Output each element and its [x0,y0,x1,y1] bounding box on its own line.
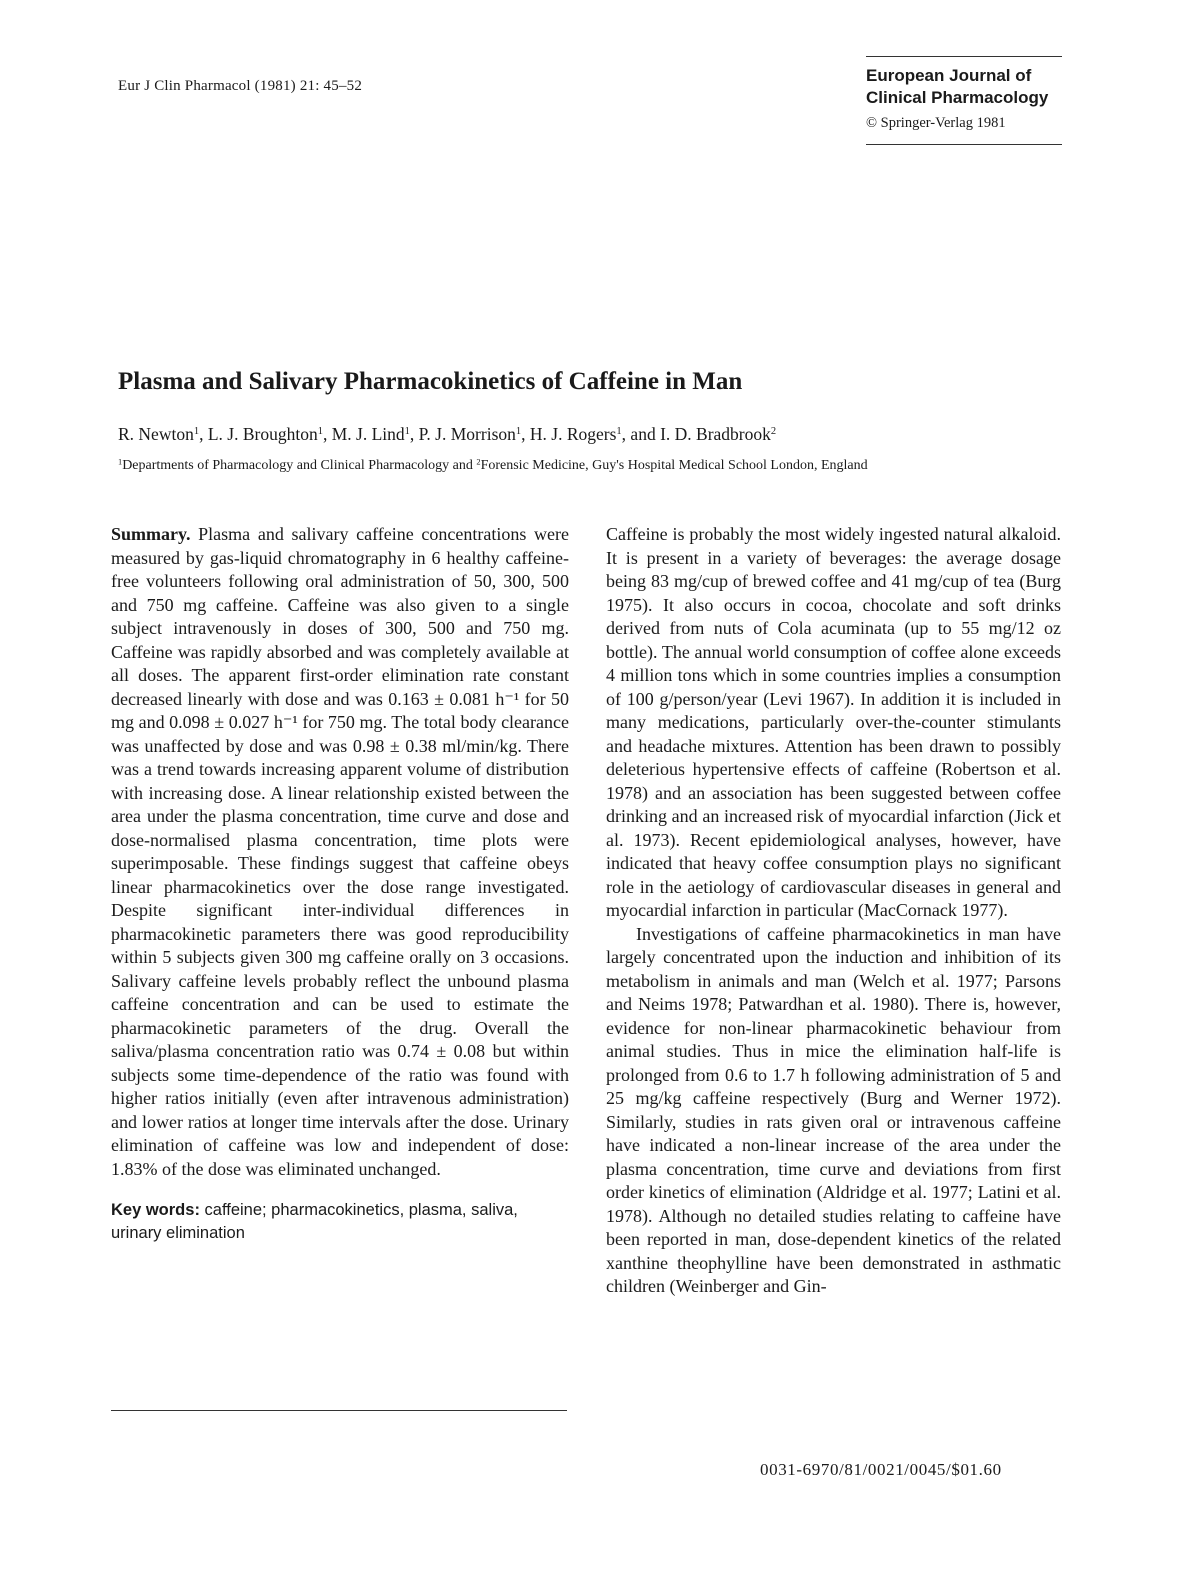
body-paragraph-2: Investigations of caffeine pharmacokinetics in man have largely concentrated upon the induction and inhibition of its metabolism in animals and man (Welch et al. 1977; Parsons and Neims 1978; Patwardhan et al. 1980). There is, however, evidence for non-linear pharmacokinetic behaviour from animal studies. Thus in mice the elimination half-life is prolonged from 0.6 to 1.7 h following administration of 5 and 25 mg/kg caffeine respectively (Burg and Werner 1972). Similarly, studies in rats given oral or intravenous caffeine have indicated a non-linear increase of the area under the plasma concentration, time curve and deviations from first order kinetics of elimination (Aldridge et al. 1977; Latini et al. 1978). Although no detailed studies relating to caffeine have been reported in man, dose-dependent kinetics of the related xanthine theophylline have been demonstrated in asthmatic children (Weinberger and Gin- [606,923,1061,1296]
affiliation-mark-1: 1 [118,457,123,467]
author-name: M. J. Lind [331,424,405,444]
journal-name-line2: Clinical Pharmacology [866,88,1049,107]
article-title: Plasma and Salivary Pharmacokinetics of Caffeine in Man [118,368,743,395]
author-name: L. J. Broughton [207,424,318,444]
price-code: 0031-6970/81/0021/0045/$01.60 [760,1460,1002,1479]
author-affiliation-mark: 2 [770,426,777,438]
summary-paragraph [111,523,569,1181]
keywords-label: Key words: [111,1201,200,1219]
author-separator: , [199,424,208,444]
copyright-notice: © Springer-Verlag 1981 [866,115,1006,131]
author-separator: , [409,424,419,444]
summary-text: Plasma and salivary caffeine concentrations were measured by gas-liquid chromatography in 6 healthy caffeine-free volunteers following oral administration of 50, 300, 500 and 750 mg caffeine. Caffeine was also given to a single subject intravenously in doses of 300, 500 and 750 mg. Caffeine was rapidly absorbed and was completely available at all doses. The apparent first-order elimination rate constant decreased linearly with dose and was 0.163 ± 0.081 h⁻¹ for 50 mg and 0.098 ± 0.027 h⁻¹ for 750 mg. The total body clearance was unaffected by dose and was 0.98 ± 0.38 ml/min/kg. There was a trend towards increasing apparent volume of distribution with increasing dose. A linear relationship existed between the area under the plasma concentration, time curve and dose and dose-normalised plasma concentration, time plots were superimposable. These findings suggest that caffeine obeys linear pharmacokinetics over the dose range investigated. Despite significant inter-individual differences in pharmacokinetic parameters there was good reproducibility within 5 subjects given 300 mg caffeine orally on 3 occasions. Salivary caffeine levels probably reflect the unbound plasma caffeine concentration and can be used to estimate the pharmacokinetic parameters of the drug. Overall the saliva/plasma concentration ratio was 0.74 ± 0.08 but within subjects some time-dependence of the ratio was found with higher ratios initially (even after intravenous administration) and lower ratios at longer time intervals after the dose. Urinary elimination of caffeine was low and independent of dose: 1.83% of the dose was eliminated unchanged. [111,524,569,1179]
affiliation-text-2: Forensic Medicine, Guy's Hospital Medical School London, England [480,458,868,473]
body-paragraph-1: Caffeine is probably the most widely ingested natural alkaloid. It is present in a variety of beverages: the average dosage being 83 mg/cup of brewed coffee and 41 mg/cup of tea (Burg 1975). It also occurs in cocoa, chocolate and soft drinks derived from nuts of Cola acuminata (up to 55 mg/12 oz bottle). The annual world consumption of coffee alone exceeds 4 million tons which in some countries implies a consumption of 100 g/person/year (Levi 1967). In addition it is included in many medications, particularly over-the-counter stimulants and headache mixtures. Attention has been drawn to possibly deleterious hypertensive effects of caffeine (Robertson et al. 1978) and an association has been suggested between coffee drinking and an increased risk of myocardial infarction (Jick et al. 1973). Recent epidemiological analyses, however, have indicated that heavy coffee consumption plays no significant role in the aetiology of cardiovascular diseases in general and myocardial infarction in particular (MacCornack 1977). [606,524,1061,920]
author-list [118,424,776,445]
right-column [606,523,1061,1299]
author-separator: , [521,424,530,444]
author-affiliation-mark: 1 [616,426,622,438]
journal-name-line1: European Journal of [866,66,1032,85]
keywords-paragraph [111,1199,569,1245]
footnote-rule [111,1410,567,1411]
affiliation-text-1: Departments of Pharmacology and Clinical Pharmacology and [122,458,477,473]
author-name: H. J. Rogers [529,424,617,444]
affiliation-mark-2: 2 [476,457,481,467]
author-affiliation-mark: 1 [317,426,323,438]
masthead-bottom-rule [866,144,1062,145]
author-affiliation-mark: 1 [193,426,200,438]
author-affiliation-mark: 1 [404,426,410,438]
author-affiliation-mark: 1 [515,426,522,438]
journal-citation: Eur J Clin Pharmacol (1981) 21: 45–52 [118,78,363,94]
keywords-text: caffeine; pharmacokinetics, plasma, saliva, urinary elimination [111,1201,518,1242]
left-column [111,523,569,1245]
masthead-top-rule [866,56,1062,57]
author-separator: , and [621,424,661,444]
author-separator: , [322,424,332,444]
journal-masthead [866,56,1062,145]
author-name: P. J. Morrison [418,424,516,444]
author-name: R. Newton [118,424,194,444]
summary-label: Summary. [111,524,191,544]
affiliation-line [118,458,868,474]
author-name: I. D. Bradbrook [660,424,771,444]
